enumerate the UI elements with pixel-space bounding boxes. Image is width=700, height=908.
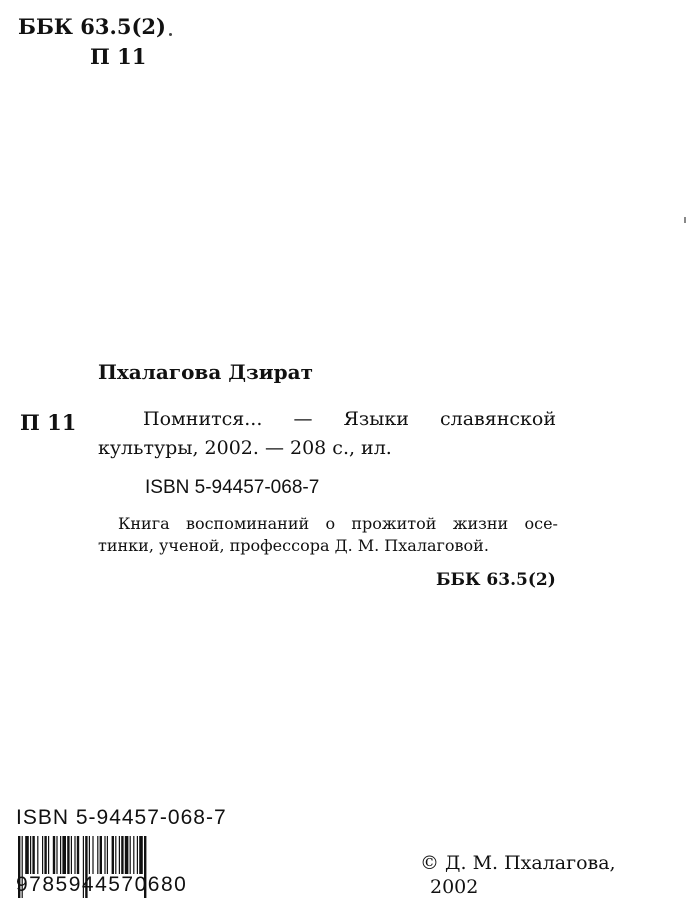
title-word: — xyxy=(293,408,313,430)
print-mark xyxy=(169,33,172,36)
barcode-bar xyxy=(44,836,46,874)
annotation-word: Книга xyxy=(118,514,170,533)
barcode-bar xyxy=(60,836,61,874)
barcode-bar xyxy=(48,836,49,874)
print-mark-right xyxy=(684,217,686,223)
annotation-word: о xyxy=(325,514,336,533)
title-line-2: культуры, 2002. — 208 с., ил. xyxy=(98,437,392,459)
barcode-bar xyxy=(77,836,79,874)
barcode-bar xyxy=(89,836,90,874)
copyright-line: © Д. М. Пхалагова, xyxy=(420,852,616,874)
header-index-code: П 11 xyxy=(90,44,147,69)
barcode-bar xyxy=(42,836,43,874)
barcode-bar xyxy=(53,836,55,874)
barcode-bar xyxy=(97,836,98,874)
barcode-bar xyxy=(32,836,34,874)
barcode-bar xyxy=(130,836,131,874)
barcode-bar xyxy=(125,836,129,874)
barcode-bar xyxy=(92,836,93,874)
barcode-bar xyxy=(139,836,143,874)
barcode-bar xyxy=(112,836,114,874)
barcode-bar xyxy=(115,836,116,874)
barcode-bar xyxy=(104,836,105,874)
annotation-line-2: тинки, ученой, профессора Д. М. Пхалаговой. xyxy=(98,536,489,555)
barcode-bar xyxy=(107,836,108,874)
card-index-code: П 11 xyxy=(20,410,77,435)
barcode-bar xyxy=(30,836,31,874)
title-word: Помнится... xyxy=(143,408,263,430)
barcode-bar xyxy=(74,836,75,874)
barcode-bar xyxy=(71,836,72,874)
title-line-1 xyxy=(143,408,556,430)
annotation-word: жизни xyxy=(452,514,509,533)
barcode-bar xyxy=(133,836,134,874)
annotation-word: прожитой xyxy=(351,514,437,533)
barcode-bar xyxy=(67,836,69,874)
barcode-bar xyxy=(100,836,102,874)
card-bbk-code: ББК 63.5(2) xyxy=(436,570,556,590)
barcode-bar xyxy=(25,836,29,874)
copyright-year: 2002 xyxy=(430,876,479,898)
author-name: Пхалагова Дзират xyxy=(98,360,313,384)
barcode-digits: 9785944570680 xyxy=(16,873,188,896)
title-word: Языки xyxy=(343,408,409,430)
footer-isbn: ISBN 5-94457-068-7 xyxy=(16,806,227,829)
card-isbn: ISBN 5-94457-068-7 xyxy=(145,477,320,498)
title-word: славянской xyxy=(439,408,556,430)
barcode-bar xyxy=(56,836,57,874)
header-bbk-code: ББК 63.5(2) xyxy=(18,14,166,39)
barcode-bar xyxy=(137,836,138,874)
barcode-bar xyxy=(119,836,120,874)
annotation-word: осе- xyxy=(524,514,558,533)
barcode-bar xyxy=(121,836,123,874)
barcode-bar xyxy=(37,836,38,874)
annotation-line-1 xyxy=(118,514,558,533)
annotation-word: воспоминаний xyxy=(185,514,310,533)
barcode-bar xyxy=(62,836,66,874)
